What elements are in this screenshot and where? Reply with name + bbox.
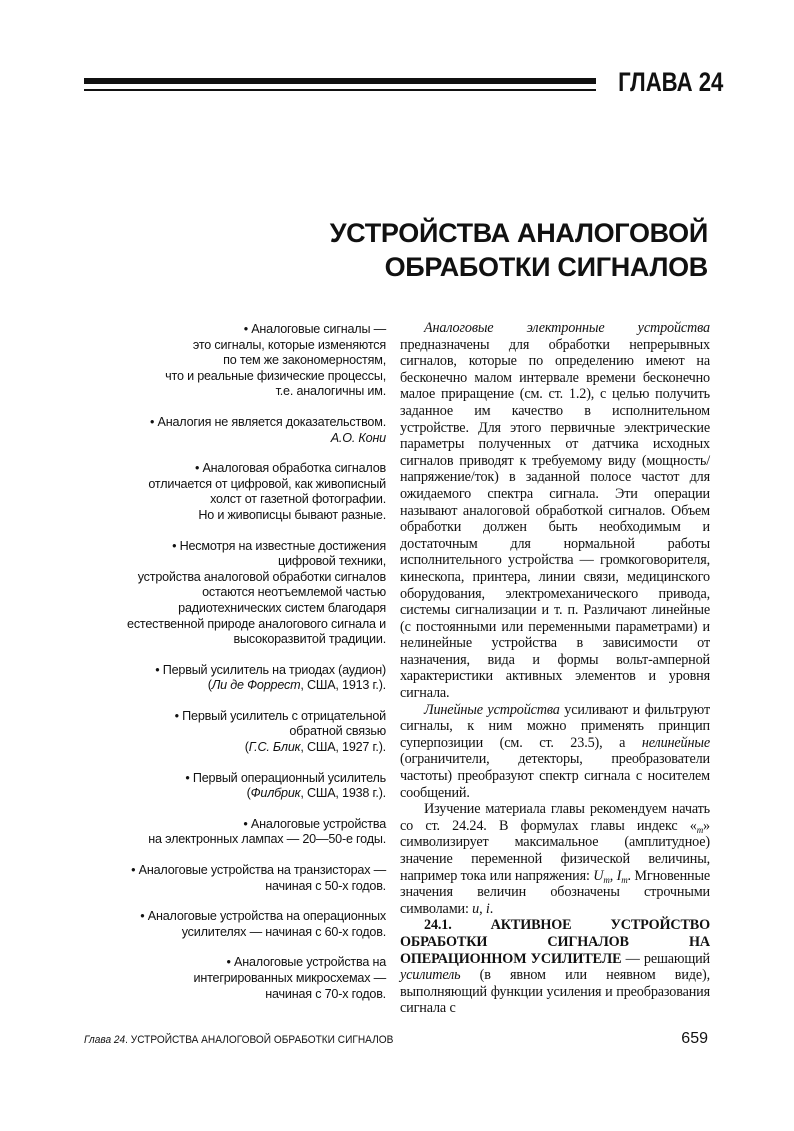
paragraph-linear-text-2: (ограничители, детекторы, преобразователи частоты) преобразуют спектр сигнала с носителем сообщений.: [400, 751, 710, 801]
paragraph-intro: [400, 320, 710, 702]
sidebar-note-line: • Аналоговые устройства на транзисторах —: [131, 863, 386, 878]
symbol-U: U: [593, 867, 604, 884]
sidebar-note-reference: [56, 740, 386, 756]
sidebar-note-line: обратной связью: [289, 724, 386, 739]
sidebar-note-line: • Аналоговые устройства на: [226, 955, 386, 970]
index-m: m: [696, 824, 704, 835]
symbol-i: i: [485, 900, 490, 917]
sidebar-note-line: это сигналы, которые изменяются: [192, 337, 386, 352]
paragraph-linear-text-1: усиливают и фильтруют сигналы, к ним можно применять принцип суперпозиции (см. ст. 23.5), а: [400, 701, 710, 751]
body-text: [400, 320, 710, 1017]
section-text-2: (в явном или неявном виде), выполняющий функции усиления и преобразования сигнала с: [400, 967, 710, 1017]
sidebar-note: [56, 909, 386, 940]
sidebar-note: [56, 461, 386, 523]
chapter-label: ГЛАВА 24: [618, 67, 724, 97]
sidebar-note: [56, 539, 386, 648]
sidebar-note-line: высокоразвитой традиции.: [233, 632, 386, 647]
sidebar-note-line: начиная с 70-х годов.: [265, 986, 386, 1001]
running-footer: [84, 1033, 393, 1047]
sidebar-note-line: • Первый операционный усилитель: [185, 770, 386, 785]
sidebar-note-line: • Аналоговые устройства на операционных: [140, 909, 386, 924]
paragraph-study-text-3: . Мгновенные значения величин обозначены строчными символами:: [400, 867, 710, 917]
paragraph-study: [400, 801, 710, 917]
header-rule-thick: [84, 78, 596, 84]
sidebar-note-line: устройства аналоговой обработки сигналов: [137, 569, 386, 584]
period: .: [489, 900, 494, 917]
sidebar-note-line: цифровой техники,: [278, 554, 386, 569]
sidebar-note-line: по тем же закономерностям,: [223, 353, 386, 368]
sidebar-note: [56, 863, 386, 894]
sidebar-note: [56, 709, 386, 756]
sidebar-note: [56, 415, 386, 446]
separator: ,: [479, 900, 486, 917]
term-nonlinear: нелинейные: [641, 734, 710, 751]
sidebar-note-line: • Аналоговые сигналы —: [243, 322, 386, 336]
sidebar-note-line: холст от газетной фотографии.: [210, 492, 386, 507]
section-heading: 24.1. АКТИВНОЕ УСТРОЙСТВО ОБРАБОТКИ СИГНАЛОВ НА ОПЕРАЦИОННОМ УСИЛИТЕЛЕ: [400, 917, 710, 967]
symbol-u: u: [472, 900, 480, 917]
sidebar-note-line: интегрированных микросхемах —: [193, 971, 386, 985]
sidebar-note-line: остаются неотъемлемой частью: [202, 585, 386, 600]
sidebar-note-line: • Первый усилитель с отрицательной: [174, 708, 386, 723]
term-linear-devices: Линейные устройства: [424, 701, 560, 718]
reference-open-paren: (: [207, 678, 212, 693]
page-number: 659: [681, 1030, 708, 1047]
term-analog-devices: Аналоговые электронные устройства: [424, 320, 710, 336]
page-title-line-1: УСТРОЙСТВА АНАЛОГОВОЙ: [329, 218, 708, 248]
reference-open-paren: (: [246, 786, 251, 801]
section-text-1: — решающий: [621, 950, 710, 967]
header-rule-thin: [84, 89, 596, 91]
sidebar-note-line: • Аналоговая обработка сигналов: [194, 461, 386, 476]
paragraph-section-24-1: [400, 917, 710, 1017]
sidebar-note-line: т.е. аналогичны им.: [275, 384, 386, 399]
reference-person: Филбрик: [250, 786, 301, 801]
reference-open-paren: (: [244, 740, 249, 755]
reference-details: , США, 1927 г.).: [300, 740, 386, 755]
sidebar-note: [56, 817, 386, 848]
reference-person: Ли де Форрест: [211, 678, 301, 693]
symbol-U-index: m: [603, 874, 610, 885]
sidebar-note-line: что и реальные физические процессы,: [165, 368, 386, 383]
separator: ,: [609, 867, 617, 884]
footer-chapter-title: . УСТРОЙСТВА АНАЛОГОВОЙ ОБРАБОТКИ СИГНАЛОВ: [125, 1034, 394, 1046]
sidebar-note-line: начиная с 50-х годов.: [265, 878, 386, 893]
sidebar-note: [56, 322, 386, 400]
sidebar-note-line: естественной природе аналогового сигнала и: [127, 616, 386, 631]
sidebar-note-line: • Аналоговые устройства: [243, 816, 386, 831]
sidebar-note-line: Но и живописцы бывают разные.: [198, 507, 386, 522]
sidebar-note-line: отличается от цифровой, как живописный: [148, 476, 386, 491]
sidebar-note-reference: [56, 678, 386, 694]
paragraph-study-text-1: Изучение материала главы рекомендуем начать со ст. 24.24. В формулах главы индекс «: [400, 801, 710, 834]
symbol-I-index: m: [621, 874, 628, 885]
paragraph-intro-text: предназначены для обработки непрерывных сигналов, которые по определению имеют на бесконечно малом интервале времени бесконечно малое приращение (см. ст. 1.2), с целью получить заданное им качество в исполнительном устройстве. Для этого первичные электрические параметры полученных от датчика исходных сигналов приводят к требуемому виду (мощность/напряжение/ток) в заданной полосе частот для ожидаемого спектра сигнала. Эти операции называют аналоговой обработкой сигналов. Объем обработки должен быть необходимым и достаточным для нормальной работы исполнительного устройства — громкоговорителя, кинескопа, принтера, линии связи, медицинского оборудования, электромеханического привода, системы сигнализации и т. п. Различают линейные (с постоянными или переменными параметрами) и нелинейные устройства в зависимости от назначения, вида и формы вольт-амперной характеристики активных элементов и уровня сигнала.: [400, 336, 710, 702]
sidebar-note: [56, 771, 386, 802]
sidebar-note-line: • Аналогия не является доказательством.: [150, 414, 386, 429]
paragraph-linear: [400, 702, 710, 802]
paragraph-study-text-2: » символизирует максимальное (амплитудное) значение переменной физической величины, например тока или напряжения:: [400, 817, 710, 884]
sidebar-note-line: • Несмотря на известные достижения: [172, 538, 386, 553]
reference-details: , США, 1913 г.).: [300, 678, 386, 693]
sidebar-note: [56, 955, 386, 1002]
sidebar-note-reference: [56, 786, 386, 802]
sidebar-note-line: на электронных лампах — 20—50-е годы.: [148, 832, 386, 847]
sidebar-notes: [56, 322, 386, 1017]
term-amplifier: усилитель: [400, 967, 461, 984]
sidebar-note-line: • Первый усилитель на триодах (аудион): [155, 662, 386, 677]
sidebar-note-line: усилителях — начиная с 60-х годов.: [181, 924, 386, 939]
symbol-I: I: [616, 867, 622, 884]
footer-chapter-prefix: Глава 24: [84, 1034, 126, 1046]
page-title-line-2: ОБРАБОТКИ СИГНАЛОВ: [384, 252, 708, 282]
sidebar-note: [56, 663, 386, 694]
reference-person: Г.С. Блик: [248, 740, 301, 755]
page-title: [200, 216, 708, 284]
reference-details: , США, 1938 г.).: [300, 786, 386, 801]
sidebar-note-line: радиотехнических систем благодаря: [178, 600, 386, 615]
sidebar-note-author: А.О. Кони: [330, 430, 386, 445]
